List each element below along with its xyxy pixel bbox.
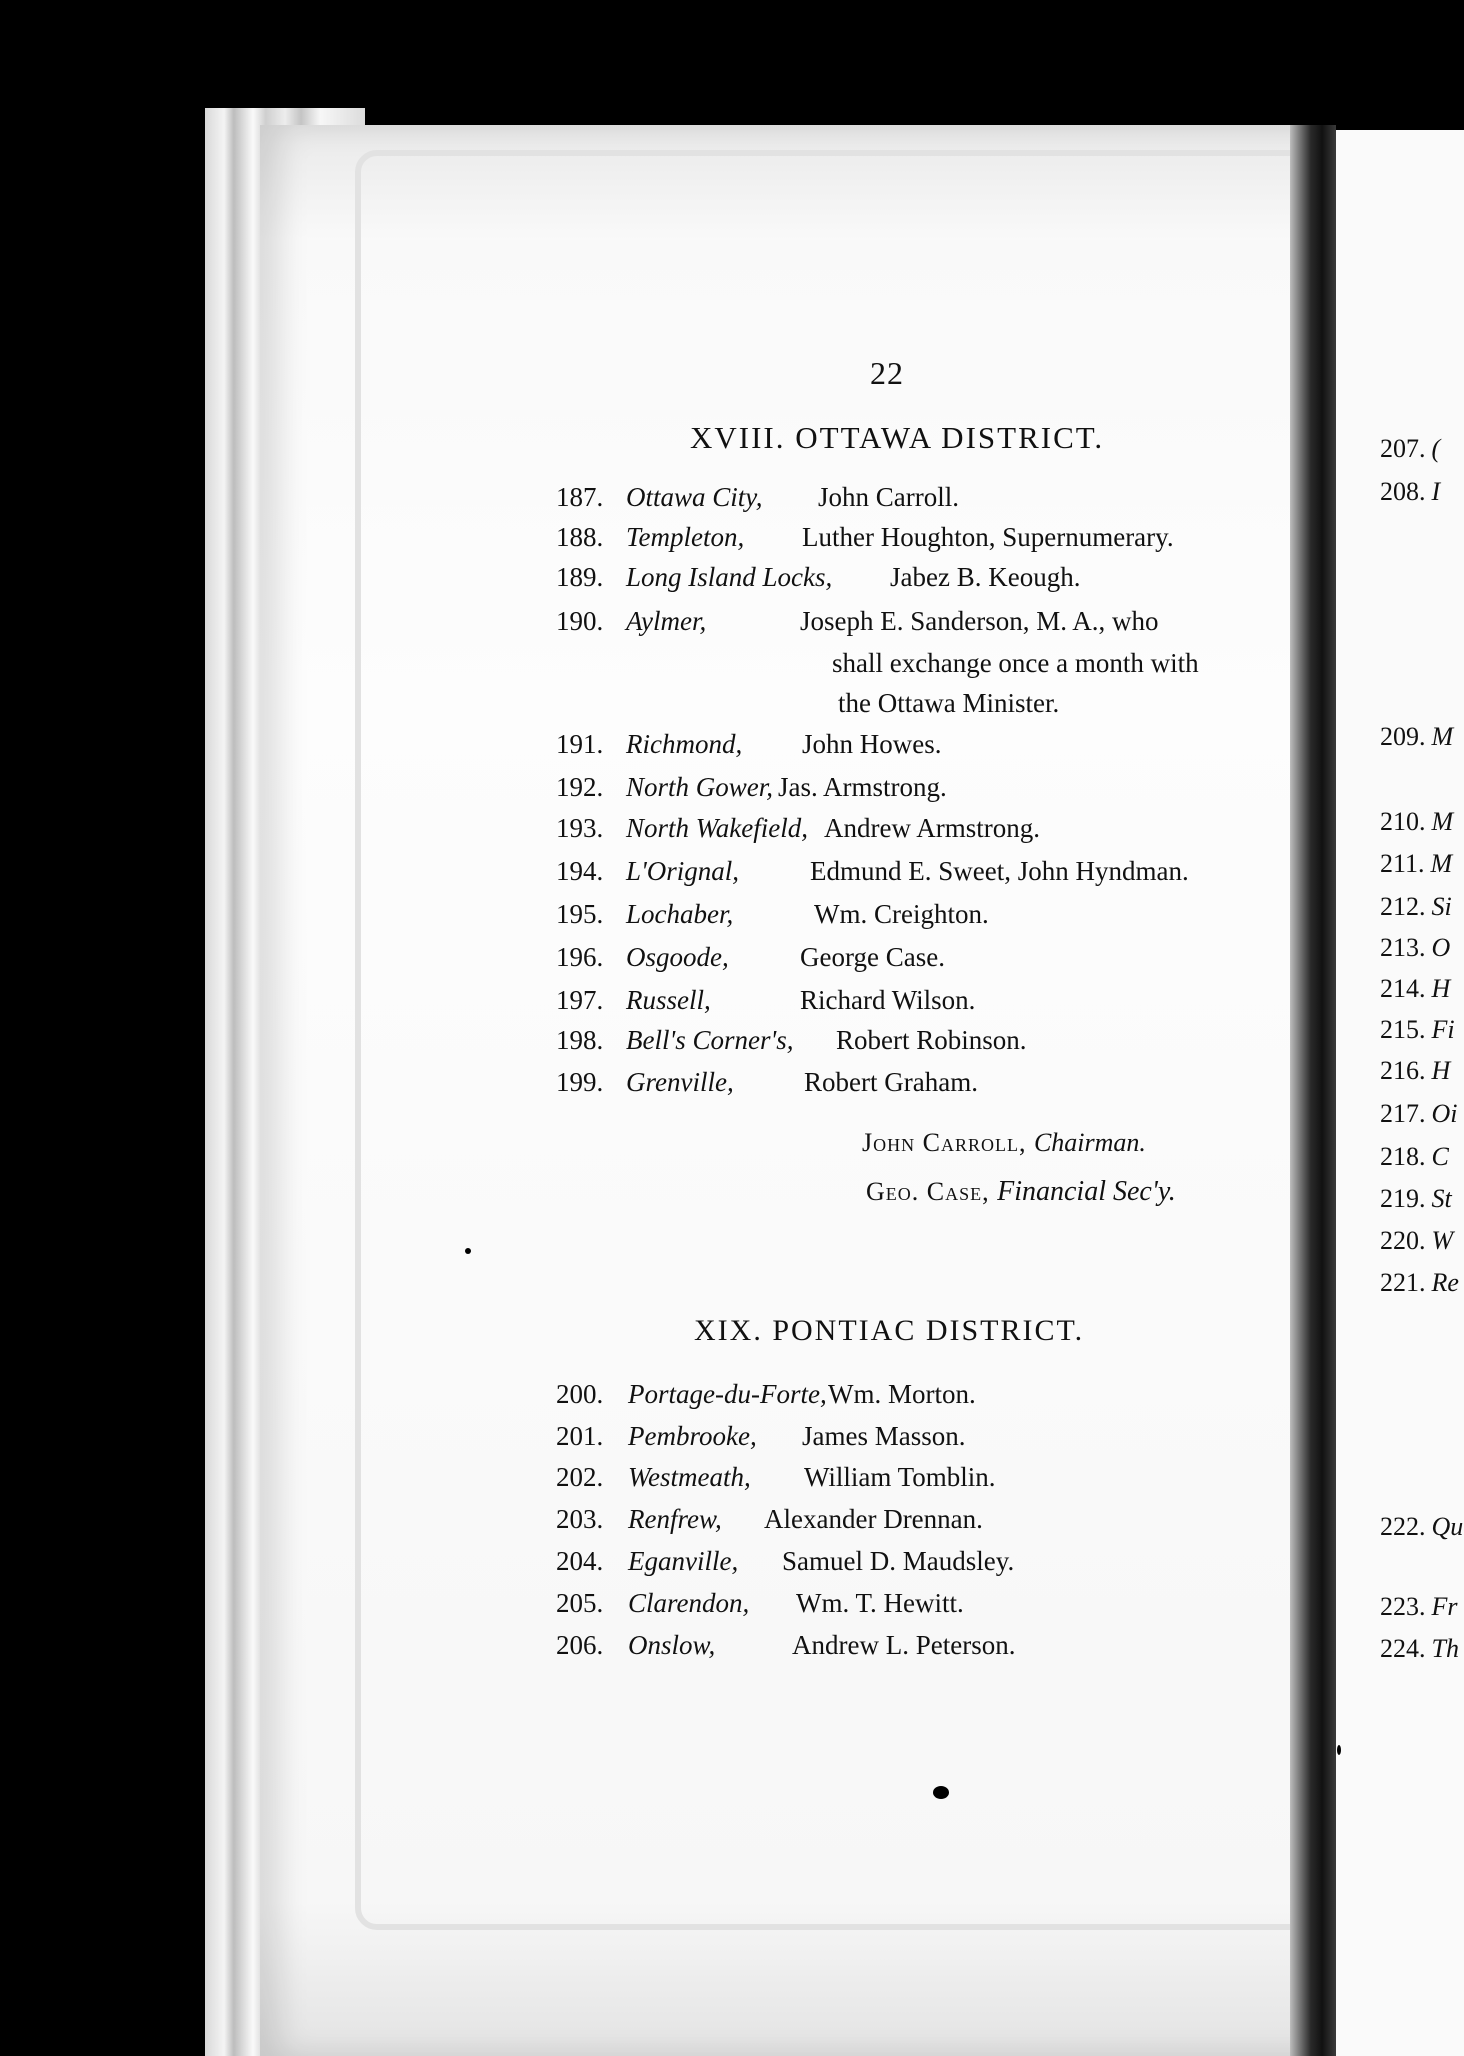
entry-number: 201. <box>556 1421 604 1451</box>
facing-page-entry <box>1380 1590 1458 1624</box>
facing-entry-fragment: O <box>1431 933 1451 962</box>
entry-number: 193. <box>556 813 604 843</box>
facing-entry-fragment: H <box>1431 1056 1451 1085</box>
entry-name: Robert Robinson. <box>836 1025 1027 1055</box>
entry-place: Richmond, <box>626 729 743 759</box>
entry-place: North Gower, <box>626 772 774 802</box>
entry-name: Richard Wilson. <box>800 985 976 1015</box>
entry-continuation: shall exchange once a month with <box>832 648 1199 678</box>
facing-entry-number: 221. <box>1380 1268 1426 1297</box>
facing-entry-fragment: M <box>1431 807 1454 836</box>
facing-page-entry <box>1380 890 1452 924</box>
facing-page-entry <box>1380 1224 1453 1258</box>
entry-number: 202. <box>556 1462 604 1492</box>
entry-number: 192. <box>556 772 604 802</box>
facing-page-entry <box>1380 1013 1455 1047</box>
ink-speck <box>933 1786 949 1799</box>
facing-entry-fragment: M <box>1430 849 1453 878</box>
signature-chairman <box>862 1128 1146 1158</box>
entry-number: 206. <box>556 1630 604 1660</box>
facing-page-entry <box>1380 1182 1452 1216</box>
facing-entry-fragment: Re <box>1431 1268 1459 1297</box>
section-heading-ottawa: XVIII. OTTAWA DISTRICT. <box>690 420 1105 455</box>
entry-number: 197. <box>556 985 604 1015</box>
facing-entry-number: 209. <box>1380 722 1426 751</box>
facing-entry-number: 207. <box>1380 434 1426 463</box>
facing-page-entry <box>1380 1054 1450 1088</box>
entry-number: 190. <box>556 606 604 636</box>
facing-page-entry <box>1380 972 1450 1006</box>
entry-name: Jas. Armstrong. <box>778 772 947 802</box>
entry-number: 196. <box>556 942 604 972</box>
facing-page-entry <box>1380 1266 1459 1300</box>
entry-name: Wm. Morton. <box>828 1379 976 1409</box>
entry-place: Lochaber, <box>626 899 734 929</box>
ink-speck <box>1337 1745 1341 1755</box>
facing-page-entry <box>1380 805 1453 839</box>
entry-name: Wm. Creighton. <box>814 899 989 929</box>
entry-place: Templeton, <box>626 522 745 552</box>
facing-entry-number: 224. <box>1380 1634 1426 1663</box>
facing-page <box>1336 130 1464 2056</box>
facing-entry-fragment: St <box>1431 1184 1452 1213</box>
facing-entry-number: 215. <box>1380 1015 1426 1044</box>
facing-entry-fragment: Si <box>1431 892 1452 921</box>
entry-place: Pembrooke, <box>628 1421 757 1451</box>
facing-entry-fragment: ( <box>1431 434 1441 463</box>
entry-place: L'Orignal, <box>626 856 740 886</box>
facing-page-entry <box>1380 931 1450 965</box>
facing-entry-number: 212. <box>1380 892 1426 921</box>
facing-entry-number: 220. <box>1380 1226 1426 1255</box>
ink-speck <box>465 1248 471 1254</box>
entry-number: 195. <box>556 899 604 929</box>
entry-place: North Wakefield, <box>626 813 808 843</box>
facing-entry-number: 217. <box>1380 1099 1426 1128</box>
facing-entry-fragment: Fr <box>1431 1592 1458 1621</box>
facing-entry-fragment: M <box>1431 722 1454 751</box>
entry-place: Ottawa City, <box>626 482 763 512</box>
facing-entry-number: 210. <box>1380 807 1426 836</box>
entry-name: Jabez B. Keough. <box>890 562 1081 592</box>
signature-role: Financial Sec'y. <box>997 1176 1176 1207</box>
entry-number: 194. <box>556 856 604 886</box>
facing-entry-number: 214. <box>1380 974 1426 1003</box>
entry-place: Onslow, <box>628 1630 716 1660</box>
entry-number: 199. <box>556 1067 604 1097</box>
entry-place: Bell's Corner's, <box>626 1025 794 1055</box>
entry-name: Edmund E. Sweet, John Hyndman. <box>810 856 1189 886</box>
entry-name: Samuel D. Maudsley. <box>782 1546 1015 1576</box>
entry-place: Westmeath, <box>628 1462 751 1492</box>
facing-entry-number: 216. <box>1380 1056 1426 1085</box>
entry-name: Robert Graham. <box>804 1067 978 1097</box>
page-number: 22 <box>870 355 904 391</box>
facing-entry-number: 208. <box>1380 477 1426 506</box>
entry-number: 198. <box>556 1025 604 1055</box>
entry-name: Andrew L. Peterson. <box>792 1630 1016 1660</box>
signature-role: Chairman. <box>1033 1128 1146 1157</box>
entry-name: John Howes. <box>802 729 942 759</box>
entry-name: Luther Houghton, Supernumerary. <box>802 522 1174 552</box>
facing-page-entry <box>1380 720 1453 754</box>
entry-number: 205. <box>556 1588 604 1618</box>
entry-place: Renfrew, <box>628 1504 722 1534</box>
facing-page-entry <box>1380 847 1452 881</box>
entry-number: 191. <box>556 729 604 759</box>
facing-entry-number: 218. <box>1380 1142 1426 1171</box>
entry-place: Portage-du-Forte, <box>628 1379 827 1409</box>
entry-number: 188. <box>556 522 604 552</box>
facing-page-entry <box>1380 1632 1459 1666</box>
facing-page-entry <box>1380 432 1440 466</box>
entry-place: Grenville, <box>626 1067 734 1097</box>
facing-page-entry <box>1380 1510 1463 1544</box>
entry-number: 204. <box>556 1546 604 1576</box>
entry-name: William Tomblin. <box>804 1462 996 1492</box>
page-frame <box>355 150 1315 1930</box>
entry-place: Russell, <box>626 985 711 1015</box>
entry-name: George Case. <box>800 942 945 972</box>
signature-financial-secretary <box>866 1176 1176 1208</box>
book-gutter <box>1290 125 1336 2056</box>
entry-name: Joseph E. Sanderson, M. A., who <box>800 606 1159 636</box>
signature-name: Geo. Case, <box>866 1177 990 1206</box>
facing-entry-number: 219. <box>1380 1184 1426 1213</box>
entry-place: Osgoode, <box>626 942 729 972</box>
facing-page-entry <box>1380 475 1440 509</box>
entry-place: Clarendon, <box>628 1588 750 1618</box>
facing-entry-fragment: Qu <box>1431 1512 1464 1541</box>
facing-page-entry <box>1380 1097 1458 1131</box>
facing-entry-number: 223. <box>1380 1592 1426 1621</box>
entry-name: James Masson. <box>802 1421 966 1451</box>
facing-entry-fragment: Fi <box>1431 1015 1455 1044</box>
signature-name: John Carroll, <box>862 1128 1027 1157</box>
entry-place: Long Island Locks, <box>626 562 833 592</box>
entry-name: Andrew Armstrong. <box>824 813 1040 843</box>
entry-name: Alexander Drennan. <box>764 1504 983 1534</box>
entry-place: Eganville, <box>628 1546 739 1576</box>
facing-entry-fragment: H <box>1431 974 1451 1003</box>
entry-number: 189. <box>556 562 604 592</box>
facing-page-entry <box>1380 1140 1449 1174</box>
facing-entry-fragment: I <box>1431 477 1441 506</box>
entry-number: 200. <box>556 1379 604 1409</box>
facing-entry-number: 222. <box>1380 1512 1426 1541</box>
facing-entry-fragment: C <box>1431 1142 1449 1171</box>
facing-entry-number: 213. <box>1380 933 1426 962</box>
entry-place: Aylmer, <box>626 606 707 636</box>
entry-continuation: the Ottawa Minister. <box>838 688 1060 718</box>
entry-name: John Carroll. <box>818 482 959 512</box>
entry-name: Wm. T. Hewitt. <box>796 1588 964 1618</box>
entry-number: 187. <box>556 482 604 512</box>
entry-number: 203. <box>556 1504 604 1534</box>
facing-entry-number: 211. <box>1380 849 1425 878</box>
facing-entry-fragment: Oi <box>1431 1099 1458 1128</box>
section-heading-pontiac: XIX. PONTIAC DISTRICT. <box>694 1314 1085 1347</box>
facing-entry-fragment: Th <box>1431 1634 1459 1663</box>
facing-entry-fragment: W <box>1431 1226 1454 1255</box>
